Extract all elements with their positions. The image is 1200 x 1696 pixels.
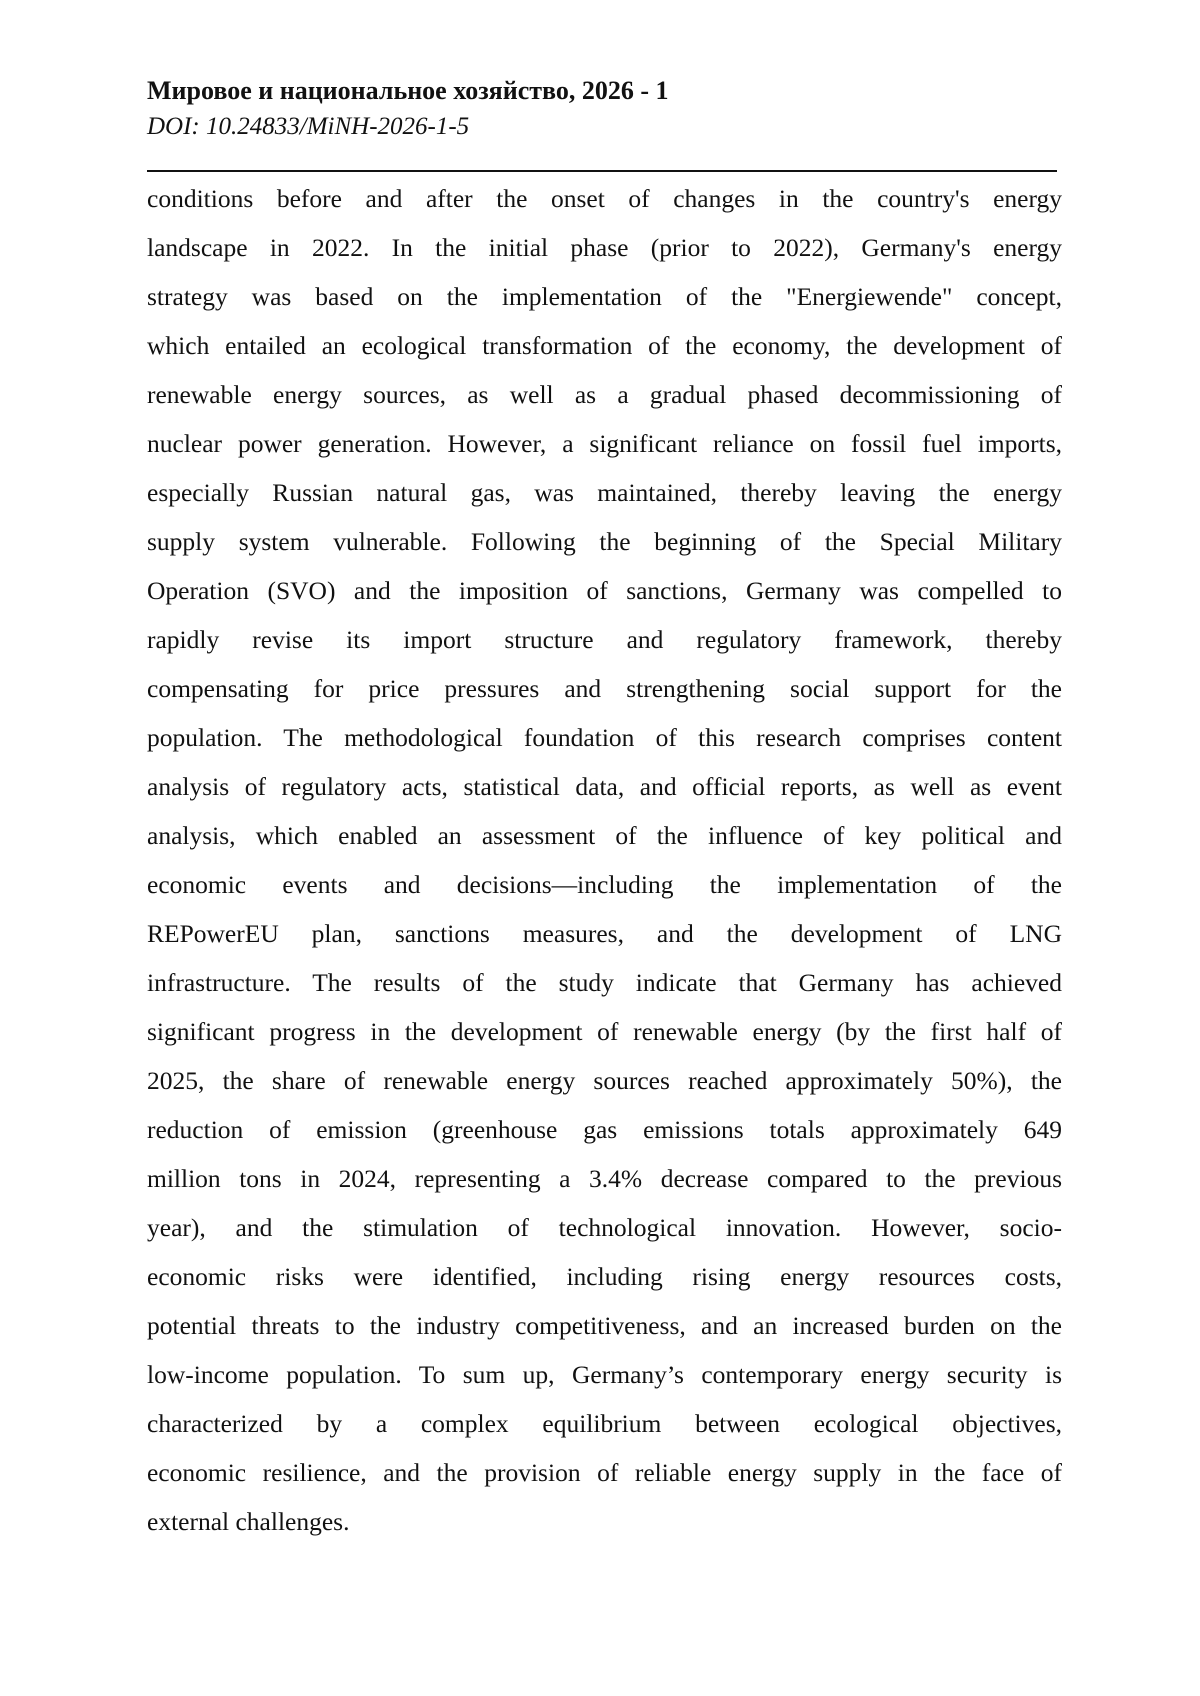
text-line: significant progress in the development of renewable energy (by the first half of: [147, 1017, 1062, 1046]
text-line: 2025, the share of renewable energy sources reached approximately 50%), the: [147, 1066, 1062, 1095]
text-line: low-income population. To sum up, Germany’s contemporary energy security is: [147, 1360, 1062, 1389]
text-line: renewable energy sources, as well as a gradual phased decommissioning of: [147, 380, 1062, 409]
text-line: economic events and decisions—including the implementation of the: [147, 870, 1062, 899]
text-line: potential threats to the industry competitiveness, and an increased burden on the: [147, 1311, 1062, 1340]
text-line: conditions before and after the onset of changes in the country's energy: [147, 184, 1062, 213]
header-divider: [147, 170, 1057, 172]
text-line: rapidly revise its import structure and regulatory framework, thereby: [147, 625, 1062, 654]
text-line: landscape in 2022. In the initial phase (prior to 2022), Germany's energy: [147, 233, 1062, 262]
text-line: external challenges.: [147, 1507, 350, 1536]
text-line: reduction of emission (greenhouse gas emissions totals approximately 649: [147, 1115, 1062, 1144]
text-line: REPowerEU plan, sanctions measures, and the development of LNG: [147, 919, 1062, 948]
body-text: [147, 181, 1062, 1553]
text-line: population. The methodological foundation of this research comprises content: [147, 723, 1062, 752]
text-line: analysis of regulatory acts, statistical data, and official reports, as well as event: [147, 772, 1062, 801]
text-line: nuclear power generation. However, a significant reliance on fossil fuel imports,: [147, 429, 1062, 458]
text-line: supply system vulnerable. Following the beginning of the Special Military: [147, 527, 1062, 556]
text-line: which entailed an ecological transformation of the economy, the development of: [147, 331, 1062, 360]
text-line: characterized by a complex equilibrium between ecological objectives,: [147, 1409, 1062, 1438]
journal-title: Мировое и национальное хозяйство, 2026 - 1: [147, 76, 669, 105]
text-line: especially Russian natural gas, was maintained, thereby leaving the energy: [147, 478, 1062, 507]
text-line: compensating for price pressures and strengthening social support for the: [147, 674, 1062, 703]
text-line: economic resilience, and the provision of reliable energy supply in the face of: [147, 1458, 1062, 1487]
text-line: year), and the stimulation of technological innovation. However, socio-: [147, 1213, 1062, 1242]
text-line: analysis, which enabled an assessment of the influence of key political and: [147, 821, 1062, 850]
text-line: strategy was based on the implementation of the "Energiewende" concept,: [147, 282, 1062, 311]
text-line: infrastructure. The results of the study indicate that Germany has achieved: [147, 968, 1062, 997]
text-line: million tons in 2024, representing a 3.4% decrease compared to the previous: [147, 1164, 1062, 1193]
text-line: Operation (SVO) and the imposition of sanctions, Germany was compelled to: [147, 576, 1062, 605]
doi: DOI: 10.24833/MiNH-2026-1-5: [147, 113, 470, 140]
text-line: economic risks were identified, including rising energy resources costs,: [147, 1262, 1062, 1291]
